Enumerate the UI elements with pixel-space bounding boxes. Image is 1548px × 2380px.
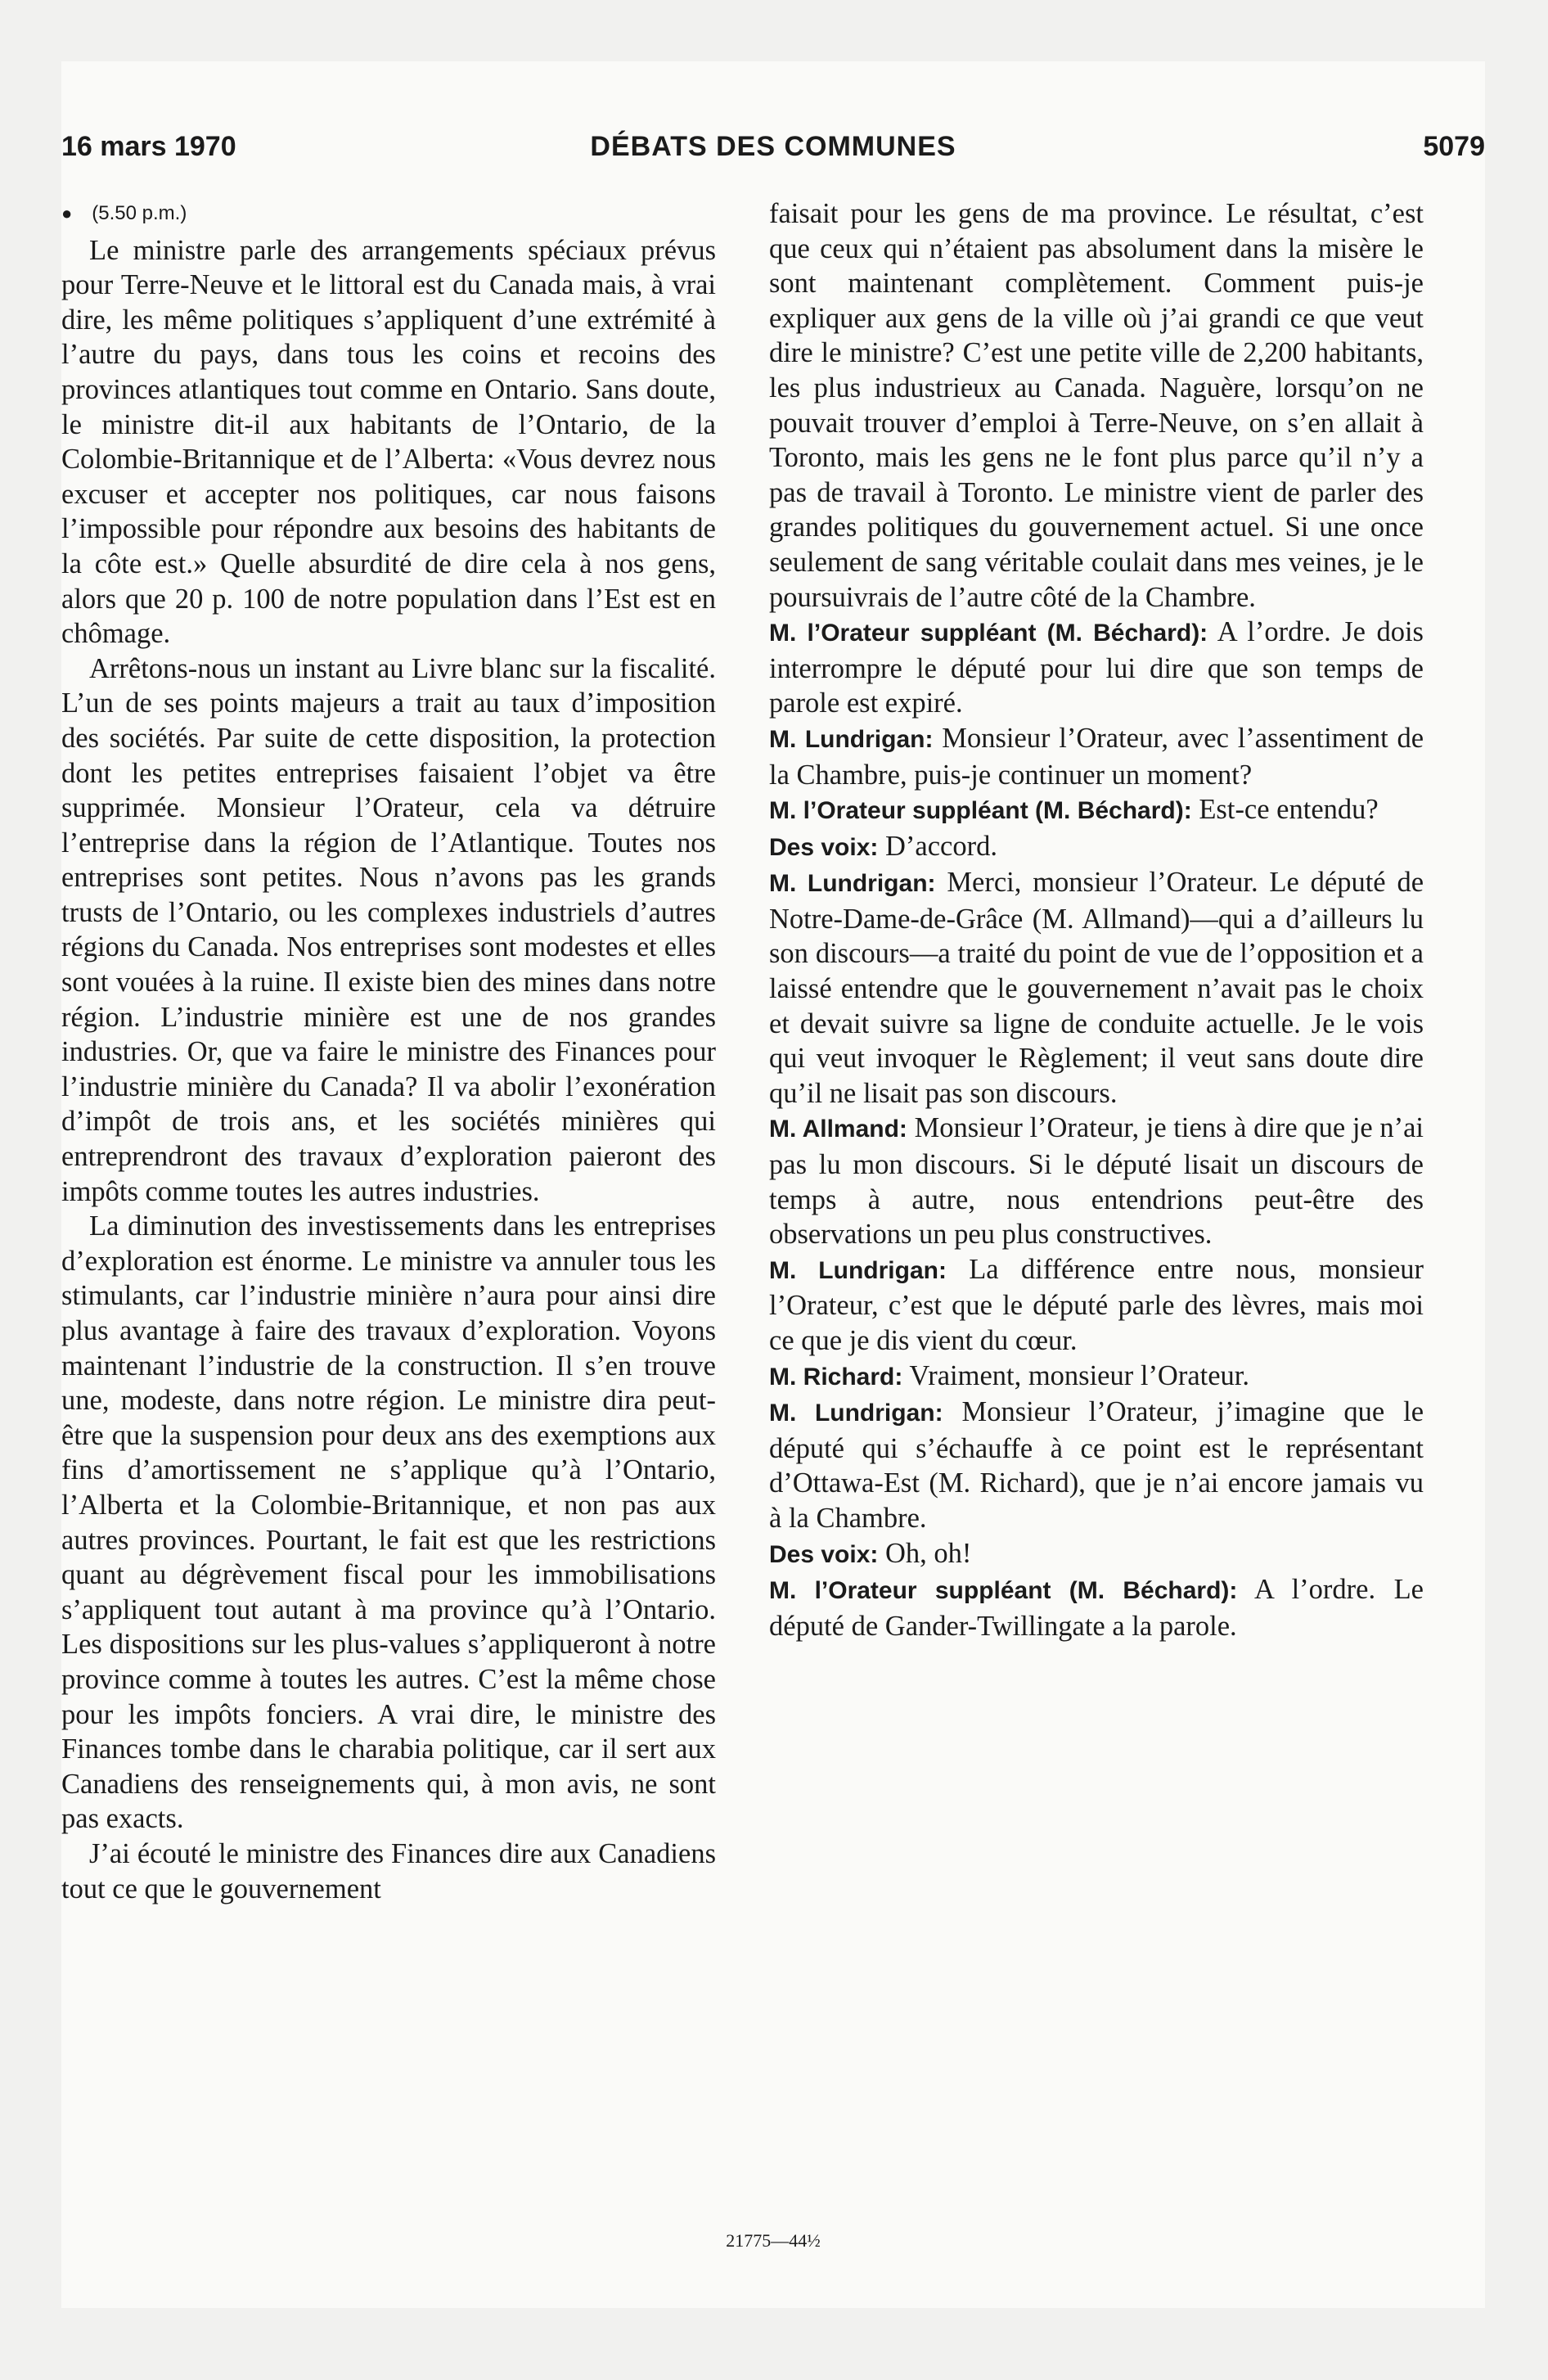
speaker-name: M. Allmand: [769,1116,907,1143]
bullet-icon: ● [61,203,73,223]
speaker-name: M. l’Orateur suppléant (M. Béchard): [769,1577,1238,1605]
time-stamp [61,196,716,232]
right-column [769,196,1424,1643]
paragraph: La diminution des investissements dans les entreprises d’exploration est énorme. Le ministre va annuler tous les stimulants, car l’industrie minière n’aura pour ainsi dire plus avantage à faire des travaux d’exploration. Voyons maintenant l’industrie de la construction. Il s’en trouve une, modeste, dans notre région. Le ministre dira peut-être que la suspension pour deux ans des exemptions aux fins d’amortissement ne s’applique qu’à l’Ontario, l’Alberta et la Colombie-Britannique, et non pas aux autres provinces. Pourtant, le fait est que les restrictions quant au dégrèvement fiscal pour les immobilisations s’appliquent tout autant à ma province qu’à l’Ontario. Les dispositions sur les plus-values s’appliqueront à notre province comme à toutes les autres. C’est la même chose pour les impôts fonciers. A vrai dire, le ministre des Finances tombe dans le charabia politique, car il sert aux Canadiens des renseignements qui, à mon avis, ne sont pas exacts. [61,1210,716,1835]
header-page-number: 5079 [1423,131,1485,162]
document-page [61,61,1485,2308]
speech-text: Oh, oh! [885,1537,972,1569]
speech-text: D’accord. [885,830,997,862]
speech-item [769,829,1424,866]
speech-item [769,1359,1424,1395]
speech-item [769,1252,1424,1359]
speech-text: Monsieur l’Orateur, j’imagine que le député qui s’échauffe à ce point est le représentant d’Ottawa-Est (M. Richard), que je n’ai encore jamais vu à la Chambre. [769,1396,1424,1534]
speaker-name: M. Lundrigan: [769,1256,947,1284]
speech-text: La différence entre nous, monsieur l’Orateur, c’est que le député parle des lèvres, mais moi ce que je dis vient du cœur. [769,1253,1424,1356]
speaker-name: M. Lundrigan: [769,725,934,753]
speech-item [769,865,1424,1111]
speech-text: Est-ce entendu? [1199,794,1379,826]
page-header [61,131,1485,172]
speaker-name: Des voix: [769,833,879,861]
speech-item [769,1395,1424,1535]
page-footer-code: 21775—44½ [726,2230,821,2251]
speech-text: Vraiment, monsieur l’Orateur. [909,1359,1250,1391]
speaker-name: M. l’Orateur suppléant (M. Béchard): [769,797,1192,825]
paragraph-continuation: faisait pour les gens de ma province. Le résultat, c’est que ceux qui n’étaient pas absolument dans la misère le sont maintenant complètement. Comment puis-je expliquer aux gens de la ville où j’ai grandi ce que veut dire le ministre? C’est une petite ville de 2,200 habitants, les plus industrieux au Canada. Naguère, lorsqu’on ne pouvait trouver d’emploi à Terre-Neuve, on s’en allait à Toronto, mais les gens ne le font plus parce qu’il n’y a pas de travail à Toronto. Le ministre vient de parler des grandes politiques du gouvernement actuel. Si une once seulement de sang véritable coulait dans mes veines, je le poursuivrais de l’autre côté de la Chambre. [769,198,1424,613]
header-date: 16 mars 1970 [61,131,236,162]
paragraph: J’ai écouté le ministre des Finances dire aux Canadiens tout ce que le gouvernement [61,1837,716,1904]
speech-item [769,721,1424,792]
speaker-name: M. Richard: [769,1363,903,1391]
time-stamp-text: (5.50 p.m.) [92,202,187,224]
speech-text: Monsieur l’Orateur, avec l’assentiment de la Chambre, puis-je continuer un moment? [769,722,1424,791]
speech-item [769,1111,1424,1251]
speech-item [769,1536,1424,1573]
speech-item [769,792,1424,829]
speaker-name: M. l’Orateur suppléant (M. Béchard): [769,620,1208,647]
speaker-name: Des voix: [769,1540,879,1568]
paragraph: Arrêtons-nous un instant au Livre blanc sur la fiscalité. L’un de ses points majeurs a trait au taux d’imposition des sociétés. Par suite de cette disposition, la protection dont les petites entreprises faisaient l’objet va être supprimée. Monsieur l’Orateur, cela va détruire l’entreprise dans la région de l’Atlantique. Toutes nos entreprises sont petites. Nous n’avons pas les grands trusts de l’Ontario, ou les complexes industriels d’autres régions du Canada. Nos entreprises sont modestes et elles sont vouées à la ruine. Il existe bien des mines dans notre région. L’industrie minière est une de nos grandes industries. Or, que va faire le ministre des Finances pour l’industrie minière du Canada? Il va abolir l’exonération d’impôt de trois ans, et les sociétés minières qui entreprendront des travaux d’exploration paieront des impôts comme toutes les autres industries. [61,652,716,1207]
speech-text: Monsieur l’Orateur, je tiens à dire que je n’ai pas lu mon discours. Si le député lisait un discours de temps à autre, nous entendrions peut-être des observations un peu plus constructives. [769,1112,1424,1251]
speech-item [769,615,1424,721]
speaker-name: M. Lundrigan: [769,1400,943,1427]
speech-text: A l’ordre. Le député de Gander-Twillingate a la parole. [769,1574,1424,1642]
left-column [61,196,716,1906]
paragraph: Le ministre parle des arrangements spéciaux prévus pour Terre-Neuve et le littoral est du Canada mais, à vrai dire, les même politiques s’appliquent d’une extrémité à l’autre du pays, dans tous les coins et recoins des provinces atlantiques tout comme en Ontario. Sans doute, le ministre dit-il aux habitants de l’Ontario, de la Colombie-Britannique et de l’Alberta: «Vous devrez nous excuser et accepter nos politiques, car nous faisons l’impossible pour répondre aux besoins des habitants de la côte est.» Quelle absurdité de dire cela à nos gens, alors que 20 p. 100 de notre population dans l’Est est en chômage. [61,234,716,650]
header-title: DÉBATS DES COMMUNES [590,131,956,162]
speaker-name: M. Lundrigan: [769,870,936,898]
speech-text: A l’ordre. Je dois interrompre le député pour lui dire que son temps de parole est expiré. [769,616,1424,719]
speech-item [769,1572,1424,1643]
speech-text: Merci, monsieur l’Orateur. Le député de Notre-Dame-de-Grâce (M. Allmand)—qui a d’ailleurs lu son discours—a traité du point de vue de l’opposition et a laissé entendre que le gouvernement n’avait pas le choix et devait suivre sa ligne de conduite actuelle. Je le vois qui veut invoquer le Règlement; il veut sans doute dire qu’il ne lisait pas son discours. [769,867,1424,1109]
